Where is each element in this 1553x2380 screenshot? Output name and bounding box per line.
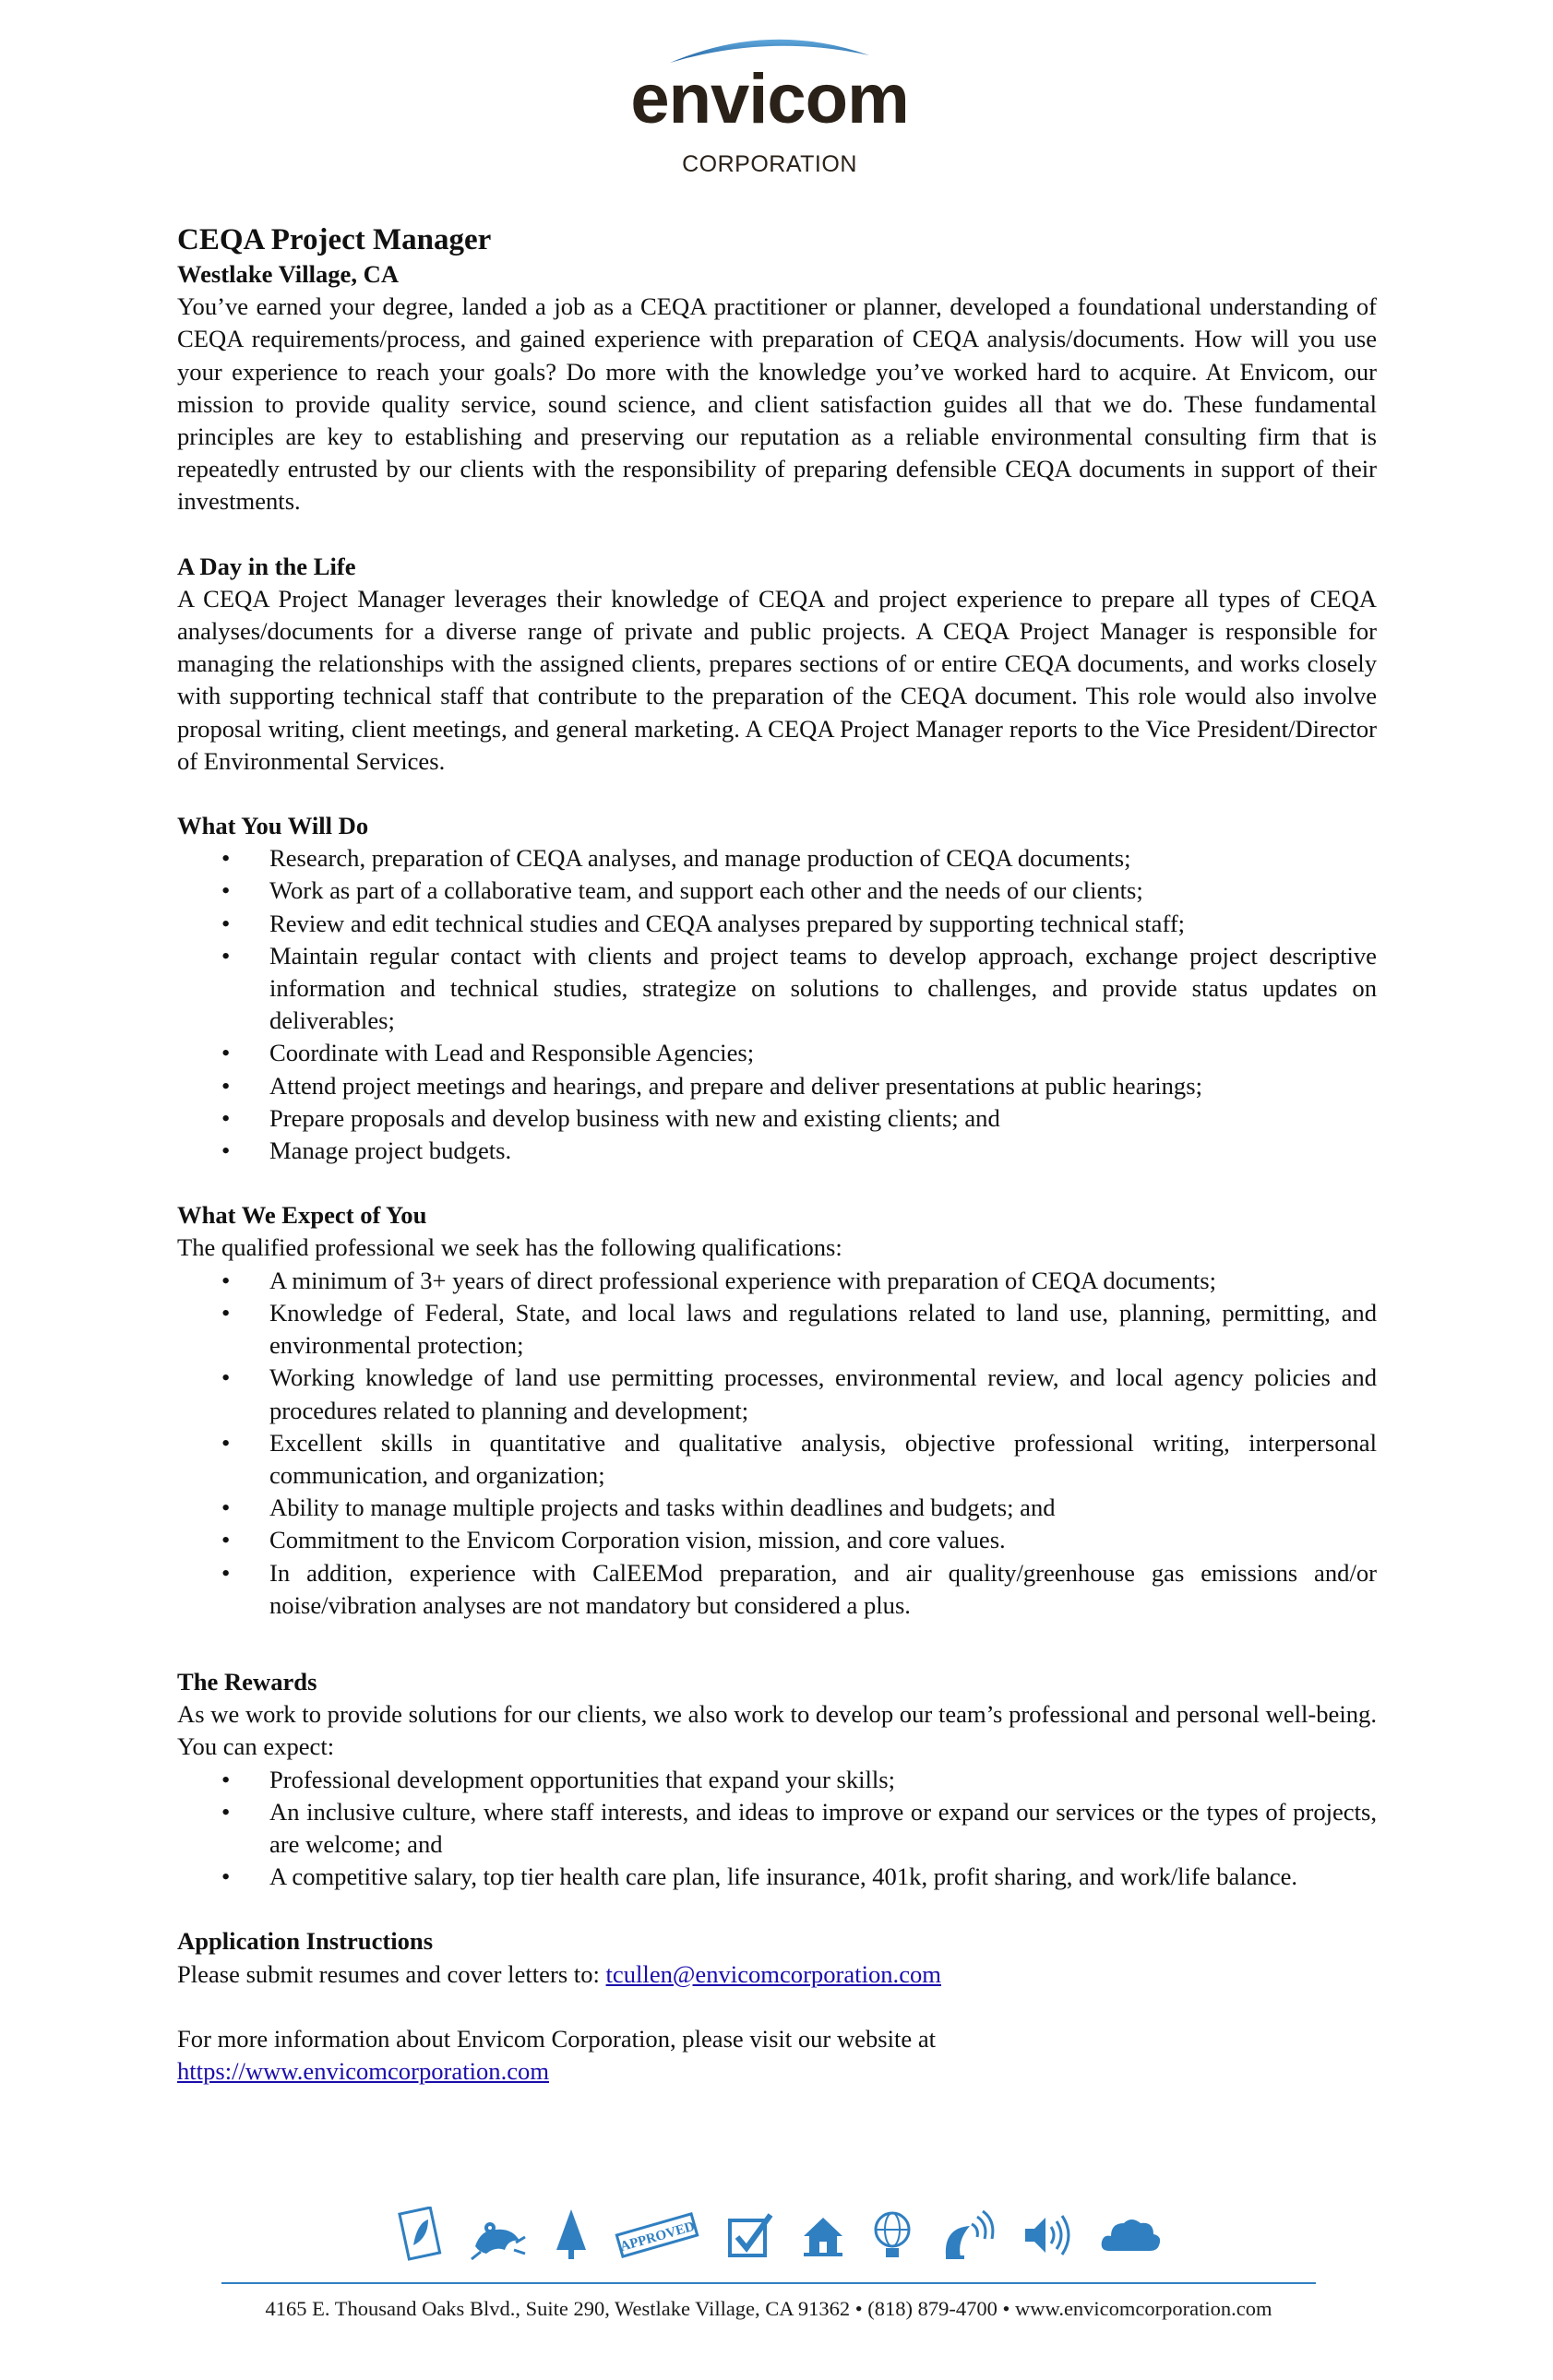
list-item: • Excellent skills in quantitative and qualitative analysis, objective professional writing, interpersonal communication, and organization; [177, 1427, 1377, 1492]
expect-list [177, 1265, 1377, 1622]
logo-subtitle: CORPORATION [682, 151, 857, 177]
list-item: • Commitment to the Envicom Corporation vision, mission, and core values. [177, 1524, 1377, 1556]
email-link[interactable]: tcullen@envicomcorporation.com [605, 1959, 941, 1988]
apply-text: Please submit resumes and cover letters to: [177, 1959, 606, 1988]
list-item: • A competitive salary, top tier health care plan, life insurance, 401k, profit sharing, and work/life balance. [177, 1861, 1377, 1893]
list-item: • Coordinate with Lead and Responsible Agencies; [177, 1037, 1377, 1069]
list-item: • An inclusive culture, where staff interests, and ideas to improve or expand our services or the types of projects, are welcome; and [177, 1796, 1377, 1861]
approved-stamp-icon [613, 2209, 701, 2266]
frog-icon [468, 2209, 529, 2266]
lightbulb-globe-icon [869, 2207, 915, 2267]
apply-line [177, 1958, 1377, 1991]
job-location: Westlake Village, CA [177, 260, 400, 288]
list-item: • Review and edit technical studies and CEQA analyses prepared by supporting technical staff; [177, 908, 1377, 940]
list-item: • Prepare proposals and develop business with new and existing clients; and [177, 1102, 1377, 1135]
day-heading: A Day in the Life [177, 552, 356, 580]
list-item: • Professional development opportunities that expand your skills; [177, 1764, 1377, 1796]
list-item: • Work as part of a collaborative team, and support each other and the needs of our clients; [177, 875, 1377, 907]
speaker-icon [1021, 2212, 1075, 2263]
company-logo [605, 28, 934, 177]
footer-address: 4165 E. Thousand Oaks Blvd., Suite 290, Westlake Village, CA 91362 • (818) 879-4700 • www.envicomcorporation.com [265, 2297, 1272, 2320]
logo-wordmark: envicom [630, 60, 909, 138]
satellite-dish-icon [938, 2207, 998, 2267]
house-icon [800, 2212, 846, 2263]
list-item: • Ability to manage multiple projects and tasks within deadlines and budgets; and [177, 1492, 1377, 1524]
checkbox-icon [724, 2209, 776, 2266]
footer-icon-row [397, 2205, 1163, 2269]
list-item: • A minimum of 3+ years of direct professional experience with preparation of CEQA documents; [177, 1265, 1377, 1297]
list-item: • Maintain regular contact with clients and project teams to develop approach, exchange project descriptive information and technical studies, strategize on solutions to challenges, and provide status updates on deliverables; [177, 940, 1377, 1038]
expect-intro: The qualified professional we seek has the following qualifications: [177, 1233, 842, 1262]
rewards-list [177, 1764, 1377, 1894]
job-posting [177, 221, 1377, 2088]
list-item: • Working knowledge of land use permitting processes, environmental review, and local agency policies and procedures related to planning and development; [177, 1362, 1377, 1426]
cloud-icon [1098, 2214, 1163, 2261]
more-info-text: For more information about Envicom Corporation, please visit our website at [177, 2024, 937, 2053]
rewards-heading: The Rewards [177, 1667, 317, 1696]
list-item: • Research, preparation of CEQA analyses, and manage production of CEQA documents; [177, 842, 1377, 875]
expect-heading: What We Expect of You [177, 1201, 427, 1230]
job-title: CEQA Project Manager [177, 223, 492, 256]
list-item: • Attend project meetings and hearings, and prepare and deliver presentations at public hearings; [177, 1070, 1377, 1102]
list-item: • Knowledge of Federal, State, and local laws and regulations related to land use, planning, permitting, and environmental protection; [177, 1297, 1377, 1362]
list-item: • Manage project budgets. [177, 1135, 1377, 1167]
list-item: • In addition, experience with CalEEMod preparation, and air quality/greenhouse gas emissions and/or noise/vibration analyses are not mandatory but considered a plus. [177, 1557, 1377, 1622]
day-paragraph: A CEQA Project Manager leverages their knowledge of CEQA and project experience to prepare all types of CEQA analyses/documents for a diverse range of private and public projects. A CEQA Project Manager is responsible for managing the relationships with the assigned clients, prepares sections of or entire CEQA documents, and works closely with supporting technical staff that contribute to the preparation of the CEQA document. This role would also involve proposal writing, client meetings, and general marketing. A CEQA Project Manager reports to the Vice President/Director of Environmental Services. [177, 584, 1377, 775]
logo-arc-icon [661, 28, 878, 65]
do-list [177, 842, 1377, 1167]
website-link[interactable]: https://www.envicomcorporation.com [177, 2056, 550, 2085]
approved-stamp-text: APPROVED [618, 2219, 697, 2255]
rewards-intro: As we work to provide solutions for our clients, we also work to develop our team’s professional and personal well-being. You can expect: [177, 1700, 1377, 1761]
tree-icon [553, 2207, 590, 2267]
footer-divider [221, 2282, 1316, 2284]
leaf-document-icon [397, 2207, 445, 2268]
do-heading: What You Will Do [177, 812, 369, 840]
apply-heading: Application Instructions [177, 1927, 434, 1956]
intro-paragraph: You’ve earned your degree, landed a job as a CEQA practitioner or planner, developed a foundational understanding of CEQA requirements/process, and gained experience with preparation of CEQA analysis/documents. How will you use your experience to reach your goals? Do more with the knowledge you’ve worked hard to acquire. At Envicom, our mission to provide quality service, sound science, and client satisfaction guides all that we do. These fundamental principles are key to establishing and preserving our reputation as a reliable environmental consulting firm that is repeatedly entrusted by our clients with the responsibility of preparing defensible CEQA documents in support of their investments. [177, 292, 1377, 516]
